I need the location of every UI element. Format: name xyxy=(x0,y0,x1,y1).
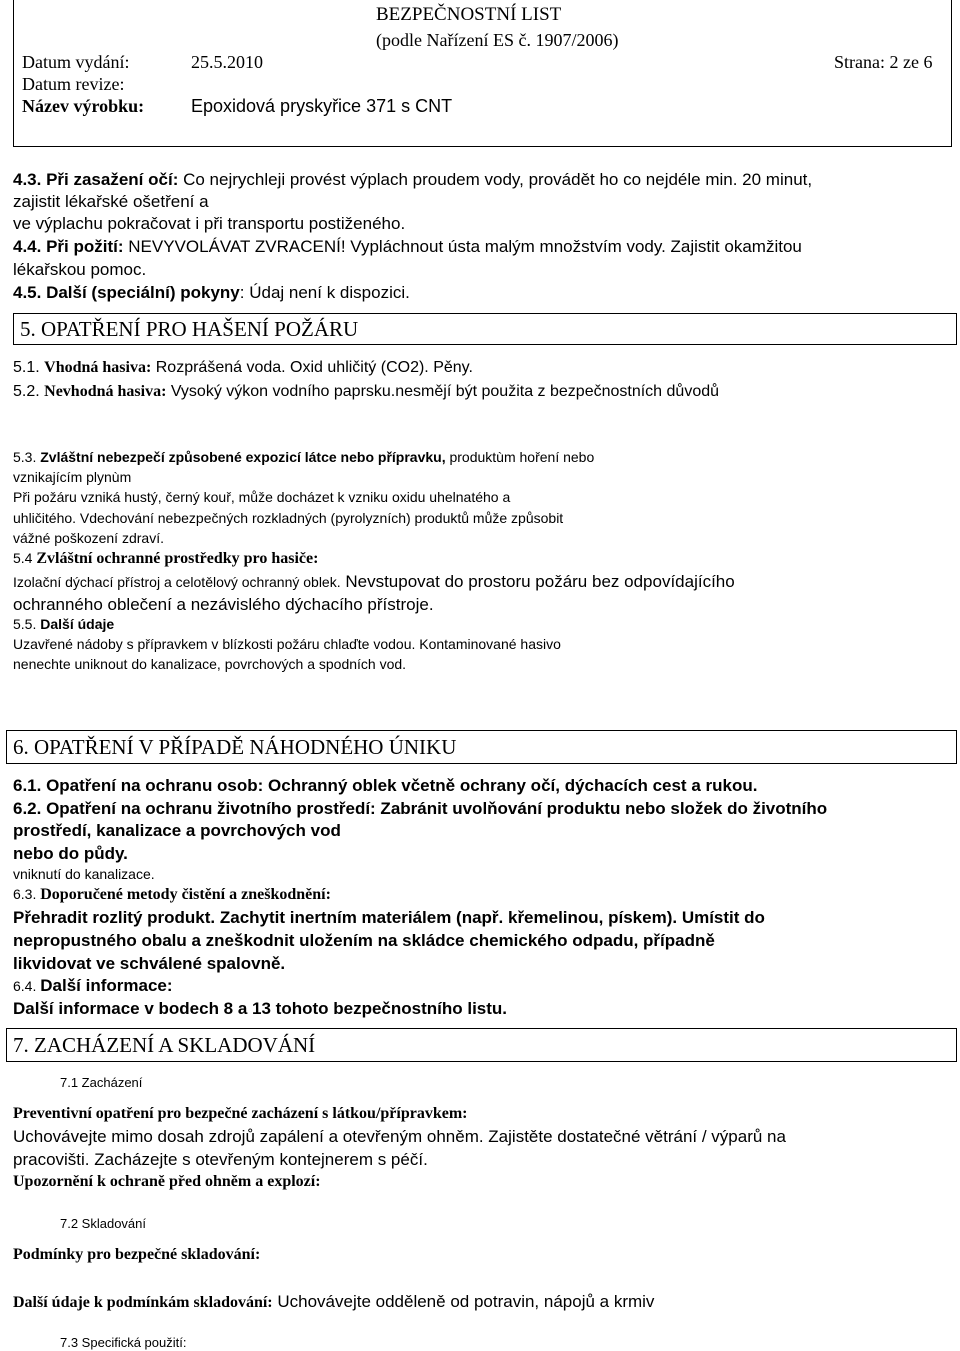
s5-line-5: Při požáru vzniká hustý, černý kouř, může docházet k vzniku oxidu uhelnatého a xyxy=(13,489,511,505)
s5-5-number: 5.5. xyxy=(13,616,41,632)
s6-line-3: prostředí, kanalizace a povrchových vod xyxy=(13,821,341,840)
s7-fire-heading: Upozornění k ochraně před ohněm a explozí: xyxy=(13,1173,321,1190)
s4-4-3-text: Co nejrychleji provést výplach proudem vody, provádět ho co nejdéle min. 20 minut, xyxy=(178,170,813,189)
revision-date-label: Datum revize: xyxy=(22,74,125,94)
s6-3-label: Doporučené metody čistění a zneškodnění: xyxy=(40,886,331,903)
s5-4-label: Zvláštní ochranné prostředky pro hasiče: xyxy=(36,550,319,567)
s6-line-5: vniknutí do kanalizace. xyxy=(13,866,155,882)
section-6-heading-box xyxy=(6,730,957,764)
s5-line-8 xyxy=(13,550,318,568)
s7-preventive-line-2: pracovišti. Zacházejte s otevřeným kontejnerem s péčí. xyxy=(13,1150,428,1169)
s5-line-3 xyxy=(13,449,594,465)
s5-9-text-a: Izolační dýchací přístroj a celotělový ochranný oblek. xyxy=(13,574,341,590)
s4-4-5-label: 4.5. Další (speciální) pokyny xyxy=(13,283,240,302)
s6-line-6 xyxy=(13,886,331,904)
s6-line-8: nepropustného obalu a zneškodnit uložením na skládce chemického odpadu, případně xyxy=(13,931,715,950)
s6-4-label: Další informace: xyxy=(40,976,173,995)
s5-line-11 xyxy=(13,616,114,632)
s4-line-2: zajistit lékařské ošetření a xyxy=(13,192,209,211)
section-7-heading-box xyxy=(6,1028,957,1062)
s5-line-13: nenechte uniknout do kanalizace, povrchových a spodních vod. xyxy=(13,656,407,672)
s5-line-6: uhličitého. Vdechování nebezpečných rozkladných (pyrolyzních) produktů může způsobit xyxy=(13,510,564,526)
section-5-heading: 5. OPATŘENÍ PRO HAŠENÍ POŽÁRU xyxy=(20,317,359,341)
s7-storage-extra xyxy=(13,1292,654,1312)
s7-storage-heading: Podmínky pro bezpečné skladování: xyxy=(13,1246,261,1263)
s4-4-3-label: 4.3. Při zasažení očí: xyxy=(13,170,179,189)
s4-line-4 xyxy=(13,237,802,257)
document-title: BEZPEČNOSTNÍ LIST xyxy=(376,4,562,25)
s7-storage-extra-text: Uchovávejte odděleně od potravin, nápojů a krmiv xyxy=(272,1292,655,1311)
s5-1-text: Rozprášená voda. Oxid uhličitý (CO2). Pěny. xyxy=(151,359,473,376)
s6-line-10 xyxy=(13,976,173,996)
document-subtitle: (podle Nařízení ES č. 1907/2006) xyxy=(376,30,619,50)
s5-3-number: 5.3. xyxy=(13,449,41,465)
s5-2-label: Nevhodná hasiva: xyxy=(44,383,167,400)
s7-storage-extra-label: Další údaje k podmínkám skladování: xyxy=(13,1294,273,1311)
s5-line-7: vážné poškození zdraví. xyxy=(13,530,164,546)
s7-2-subheading: 7.2 Skladování xyxy=(60,1216,147,1231)
s7-3-subheading: 7.3 Specifická použití: xyxy=(60,1335,187,1350)
s6-line-11: Další informace v bodech 8 a 13 tohoto bezpečnostního listu. xyxy=(13,999,508,1018)
s5-3-label: Zvláštní nebezpečí způsobené expozicí látce nebo přípravku, xyxy=(40,449,446,465)
s4-line-3: ve výplachu pokračovat i při transportu postiženého. xyxy=(13,214,406,233)
page-info: Strana: 2 ze 6 xyxy=(834,52,933,72)
s5-3-text: produktùm hoření nebo xyxy=(445,449,595,465)
section-5-heading-box xyxy=(13,313,957,345)
product-name-value: Epoxidová pryskyřice 371 s CNT xyxy=(191,96,453,116)
s4-4-4-label: 4.4. Při požití: xyxy=(13,237,124,256)
s5-2-number: 5.2. xyxy=(13,383,45,400)
issue-date-value: 25.5.2010 xyxy=(191,52,263,72)
product-name-label: Název výrobku: xyxy=(22,96,145,116)
s4-line-6 xyxy=(13,283,410,303)
s7-preventive-heading: Preventivní opatření pro bezpečné zacházení s látkou/přípravkem: xyxy=(13,1105,468,1122)
s5-line-4: vznikajícím plynùm xyxy=(13,469,132,485)
s5-line-10: ochranného oblečení a nezávislého dýchacího přístroje. xyxy=(13,595,434,614)
s4-4-4-text: NEVYVOLÁVAT ZVRACENÍ! Vypláchnout ústa malým množstvím vody. Zajistit okamžitou xyxy=(123,237,802,256)
section-7-heading: 7. ZACHÁZENÍ A SKLADOVÁNÍ xyxy=(13,1033,316,1057)
s4-line-5: lékařskou pomoc. xyxy=(13,260,147,279)
s5-line-12: Uzavřené nádoby s přípravkem v blízkosti požáru chlaďte vodou. Kontaminované hasivo xyxy=(13,636,561,652)
s5-line-1 xyxy=(13,359,473,377)
s5-9-text-b: Nevstupovat do prostoru požáru bez odpovídajícího xyxy=(340,572,735,591)
s6-line-4: nebo do půdy. xyxy=(13,844,128,863)
s5-2-text: Vysoký výkon vodního paprsku.nesmějí být použita z bezpečnostních důvodů xyxy=(166,383,720,400)
s5-1-number: 5.1. xyxy=(13,359,45,376)
s5-line-9 xyxy=(13,572,735,592)
s5-line-2 xyxy=(13,383,719,401)
s4-4-5-text: : Údaj není k dispozici. xyxy=(239,283,410,302)
s6-line-9: likvidovat ve schválené spalovně. xyxy=(13,954,286,973)
s5-5-label: Další údaje xyxy=(40,616,115,632)
s7-preventive-line-1: Uchovávejte mimo dosah zdrojů zapálení a otevřeným ohněm. Zajistěte dostatečné větrání / výparů na xyxy=(13,1127,786,1146)
s7-1-subheading: 7.1 Zacházení xyxy=(60,1075,143,1090)
s6-line-7: Přehradit rozlitý produkt. Zachytit inertním materiálem (např. křemelinou, pískem). Umístit do xyxy=(13,908,765,927)
s5-1-label: Vhodná hasiva: xyxy=(44,359,152,376)
s6-line-1: 6.1. Opatření na ochranu osob: Ochranný oblek včetně ochrany očí, dýchacích cest a rukou. xyxy=(13,776,758,795)
s6-4-number: 6.4. xyxy=(13,978,41,994)
s5-4-number: 5.4 xyxy=(13,550,37,566)
s6-3-number: 6.3. xyxy=(13,886,41,902)
issue-date-label: Datum vydání: xyxy=(22,52,130,72)
s4-line-1 xyxy=(13,170,812,190)
section-6-heading: 6. OPATŘENÍ V PŘÍPADĚ NÁHODNÉHO ÚNIKU xyxy=(13,735,457,759)
s6-line-2: 6.2. Opatření na ochranu životního prostředí: Zabránit uvolňování produktu nebo složek do životního xyxy=(13,799,828,818)
